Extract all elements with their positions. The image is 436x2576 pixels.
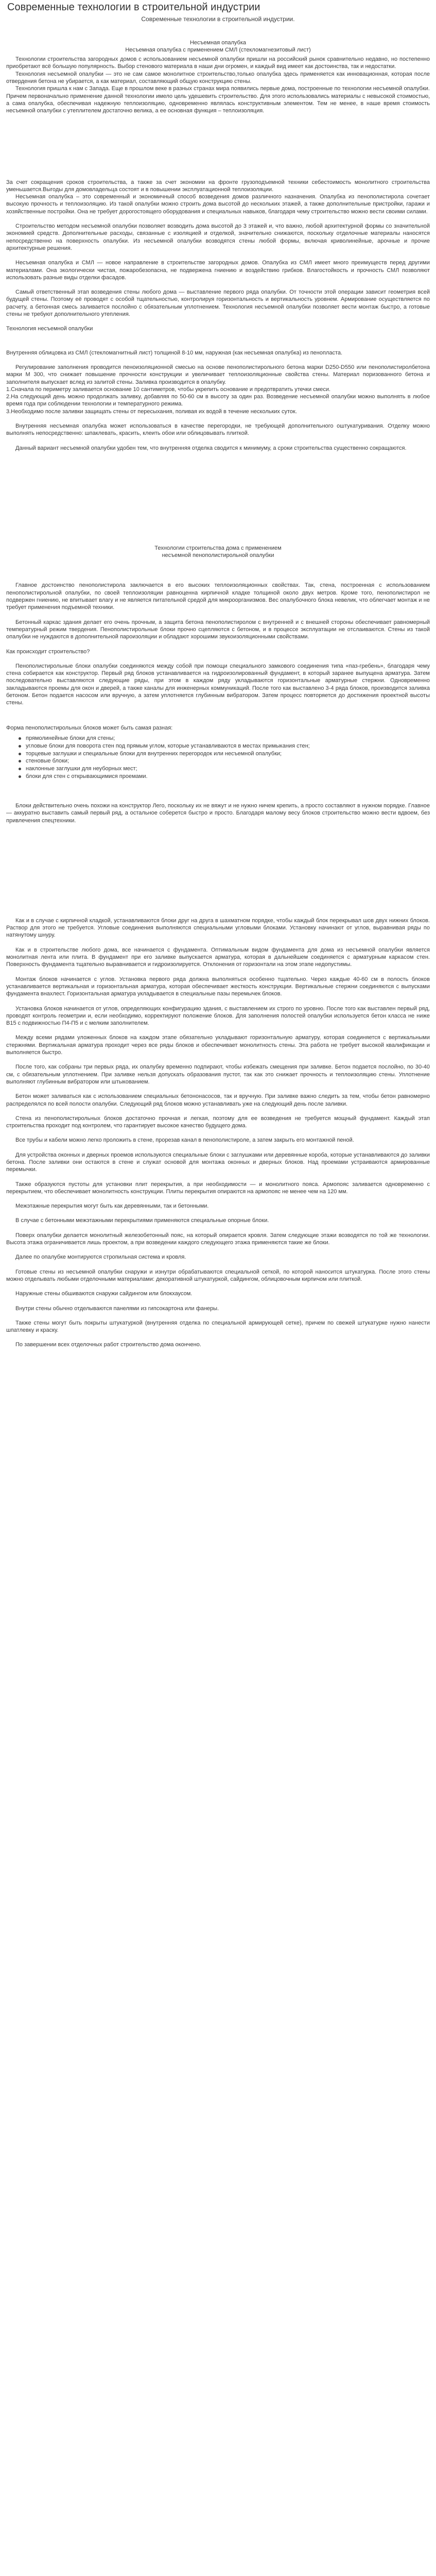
list-item: угловые блоки для поворота стен под прямым углом, которые устанавливаются в местах примыкания стен; — [19, 742, 430, 750]
spacer — [6, 871, 430, 917]
section4-paragraph-1: Главное достоинство пенополистирола заключается в его высоких теплоизоляционных свойствах. Так, стена, построенная с использованием пенополистирольной опалубки, по своей теплоизоляции равноценна кирпичной кладке толщиной около двух метров. Кроме того, пенополистирол не подвержен гниению, не впитывает влагу и не является питательной средой для микроорганизмов. Вес опалубочного блока невелик, что облегчает монтаж и не требует применения подъемной техники. — [6, 582, 430, 611]
spacer — [6, 785, 430, 802]
spacer — [6, 1261, 430, 1268]
spacer — [6, 1225, 430, 1232]
section2-paragraph-4: Несъемная опалубка и СМЛ — новое направление в строительстве загородных домов. Опалубка из СМЛ имеет много преимуществ перед другими материалами. Она экологически чистая, пожаробезопасна, не подвержена гниению и воздействию грибков. Влагостойкость и прочность СМЛ позволяют использовать разные виды отделки фасадов. — [6, 260, 430, 281]
section5-paragraph-6: После того, как собраны три первых ряда, их опалубку временно подпирают, чтобы избежать смещения при заливке. Бетон подается послойно, по 30-40 см, с обязательным уплотнением. При заливке нельзя допускать образования пустот, так как это снижает прочность и теплоизоляцию стены. Уплотнение выполняют глубинным вибратором или штыкованием. — [6, 1064, 430, 1085]
section5-paragraph-19: Также стены могут быть покрыты штукатуркой (внутренняя отделка по специальной армирующей сетке), причем по свежей штукатурке нужно нанести шпатлевку и краску. — [6, 1319, 430, 1334]
section5-paragraph-14: Поверх опалубки делается монолитный железобетонный пояс, на который опирается кровля. Затем следующие этажи возводятся по той же технологии. Высота этажа ограничивается лишь проектом, а при возведении каждого следующего этажа применяются такие же блоки. — [6, 1232, 430, 1246]
section4-paragraph-4: Пенополистирольные блоки опалубки соединяются между собой при помощи специального замкового соединения типа «паз-гребень», благодаря чему стена собирается как конструктор. Первый ряд блоков устанавливается на гидроизолированный фундамент, в который заранее выпущена арматура. Затем последовательно выставляются следующие ряды, при этом в каждом ряду укладываются горизонтальные арматурные стержни. Одновременно закладываются проемы для окон и дверей, а также каналы для инженерных коммуникаций. После того как выставлено 3-4 ряда блоков, производится заливка бетоном. Бетон подается насосом или вручную, а затем уплотняется глубинным вибратором. Затем процесс повторяется до достижения проектной высоты стены. — [6, 663, 430, 706]
section5-paragraph-20: По завершении всех отделочных работ строительство дома окончено. — [15, 1342, 201, 1348]
section5-paragraph-4: Установка блоков начинается от углов, определяющих конфигурацию здания, с выставлением их строго по уровню. После того как выставлен первый ряд, проводят контроль геометрии и, если необходимо, корректируют положение блоков. Для заполнения полостей опалубки используется бетон класса не ниже В15 с подвижностью П4-П5 и с мелким заполнителем. — [6, 1005, 430, 1027]
spacer — [6, 939, 430, 946]
spacer — [6, 969, 430, 976]
spacer — [6, 641, 430, 648]
spacer — [6, 357, 430, 364]
spacer — [6, 498, 430, 545]
page-subtitle: Современные технологии в строительной индустрии. — [141, 15, 295, 23]
list-item: блоки для стен с открывающимися проемами. — [19, 773, 430, 781]
section5-paragraph-13: В случае с бетонными межэтажными перекрытиями применяются специальные опорные блоки. — [15, 1217, 269, 1224]
section5-paragraph-2: Как и в строительстве любого дома, все начинается с фундамента. Оптимальным видом фундамента для дома из несъемной опалубки является монолитная лента или плита. В фундамент при его заливке выпускается арматура, которая в дальнейшем соединяется с арматурным каркасом стен. Поверхность фундамента тщательно выравнивается и гидроизолируется. Отклонения от горизонтали на этом этапе недопустимы. — [6, 946, 430, 968]
section3-paragraph-7: Данный вариант несъемной опалубки удобен тем, что внутренняя отделка сводится к минимуму, а сроки строительства существенно сокращаются. — [15, 445, 407, 451]
spacer — [6, 1174, 430, 1181]
section5-paragraph-9: Все трубы и кабели можно легко проложить в стене, прорезав канал в пенополистироле, а затем закрыть его монтажной пеной. — [15, 1137, 354, 1144]
spacer — [6, 342, 430, 349]
section2-paragraph-3: Строительство методом несъемной опалубки позволяет возводить дома высотой до 3 этажей и, что важно, любой архитектурной формы со значительной экономией средств. Дополнительные расходы, связанные с изоляцией и отделкой, значительно снижаются, поскольку отделочные материалы наносятся непосредственно на поверхность опалубки. Из несъемной опалубки возводятся стены любой формы, включая криволинейные, арочные и прочие архитектурные решения. — [6, 223, 430, 251]
section4-heading-line-2: несъемной пенополистирольной опалубки — [162, 552, 274, 559]
spacer — [6, 1312, 430, 1319]
intro-paragraph-1: Технологии строительства загородных домов с использованием несъемной опалубки пришли на российский рынок сравнительно недавно, но постепенно приобретают всё большую популярность. Выбор стенового материала в наши дни огромен, и каждый вид имеет как достоинства, так и недостатки. — [6, 56, 430, 70]
section5-paragraph-7: Бетон может заливаться как с использованием специальных бетононасосов, так и вручную. При заливке важно следить за тем, чтобы бетон равномерно распределялся по всей полости опалубки. Следующий ряд блоков можно устанавливать уже на следующий день после заливки. — [6, 1093, 430, 1107]
section4-list-heading: Форма пенополистирольных блоков может быть самая разная: — [6, 724, 173, 731]
spacer — [6, 998, 430, 1005]
spacer — [6, 655, 430, 663]
section4-heading-line-1: Технологии строительства дома с применением — [154, 545, 282, 551]
section5-paragraph-12: Межэтажные перекрытия могут быть как деревянными, так и бетонными. — [15, 1203, 209, 1210]
section3-step-2: 2.На следующий день можно продолжать заливку, добавляя по 50-60 см в высоту за один раз. Возведение несъемной опалубки можно выполнять в любое время года при соблюдении технологии и температурного режима. — [6, 394, 430, 408]
spacer — [6, 612, 430, 619]
intro-caption-1: Несъемная опалубка — [189, 39, 247, 46]
section5-paragraph-3: Монтаж блоков начинается с углов. Установка первого ряда должна выполняться особенно тщательно. Через каждые 40-60 см в полость блоков устанавливается вертикальная и горизонтальная арматура, которая обеспечивает жесткость конструкции. Вертикальные стержни соединяются с выпусками фундамента внахлест. Горизонтальная арматура укладывается в специальные пазы перемычек блоков. — [6, 976, 430, 997]
spacer — [6, 252, 430, 259]
section3-paragraph-1: Внутренняя облицовка из СМЛ (стекломагнитный лист) толщиной 8-10 мм, наружная (как несъемная опалубка) из пенопласта. — [6, 349, 343, 356]
section5-paragraph-17: Наружные стены обшиваются снаружи сайдингом или блокхаусом. — [15, 1291, 193, 1297]
section5-paragraph-10: Для устройства оконных и дверных проемов используются специальные блоки с заглушками или деревянные короба, которые устанавливаются до заливки бетона. После заливки они остаются в стене и служат основой для монтажа оконных и дверных блоков. Над проемами устраиваются армированные перемычки. — [6, 1151, 430, 1173]
spacer — [6, 1334, 430, 1341]
spacer — [6, 1144, 430, 1151]
section3-heading: Технология несъемной опалубки — [6, 326, 93, 332]
section5-paragraph-15: Далее по опалубке монтируются стропильная система и кровля. — [15, 1254, 186, 1261]
block-types-list — [19, 735, 430, 781]
intro-paragraph-2: Технология несъемной опалубки — это не сам самое монолитное строительство,только опалубка здесь применяется как инновационная, которая после отвердения бетона не убирается, а как материал, составляющий общую конструкцию стены. — [6, 71, 430, 85]
spacer — [6, 1108, 430, 1115]
spacer — [6, 1129, 430, 1137]
spacer — [6, 1246, 430, 1253]
section3-step-3: 3.Необходимо после заливки защищать стены от пересыхания, поливая их водой в течение нескольких суток. — [6, 408, 297, 415]
spacer — [6, 437, 430, 445]
spacer — [6, 1283, 430, 1290]
spacer — [6, 574, 430, 582]
section4-question: Как происходит строительство? — [6, 648, 90, 655]
section3-step-1: 1.Сначала по периметру заливается основание 10 сантиметров, чтобы укрепить основание и предотвратить утечки смеси. — [6, 386, 331, 393]
spacer — [6, 1195, 430, 1202]
spacer — [6, 707, 430, 724]
page-title: Современные технологии в строительной индустрии — [7, 2, 260, 13]
section2-paragraph-5: Самый ответственный этап возведения стены любого дома — выставление первого ряда опалубки. От точности этой операции зависит геометрия всей будущей стены. Поэтому её проводят с особой тщательностью, контролируя горизонтальность и вертикальность уровнем. Армирование осуществляется по расчету, а бетонная смесь заливается послойно с обязательным уплотнением. Технология несъемной опалубки позволяет вести монтаж быстро, а готовые стены не требуют дополнительного утепления. — [6, 289, 430, 318]
section4-paragraph-2: Бетонный каркас здания делает его очень прочным, а защита бетона пенополистиролом с внутренней и с внешней стороны обеспечивает равномерный температурный режим твердения. Пенополистирольные блоки прочно сцепляются с бетоном, и в процессе эксплуатации не отслаиваются. Стены из такой опалубки не нуждаются в дополнительной пароизоляции и обладают хорошими звукоизоляционными свойствами. — [6, 619, 430, 640]
spacer — [6, 1086, 430, 1093]
spacer — [6, 1027, 430, 1034]
section5-paragraph-18: Внутри стены обычно отделываются панелями из гипсокартона или фанеры. — [15, 1305, 219, 1312]
spacer — [6, 115, 430, 161]
spacer — [6, 824, 430, 871]
section2-paragraph-1: За счет сокращения сроков строительства, а также за счет экономии на фронте грузоподъемной техники себестоимость монолитного строительства уменьшается.Выгоды для домовладельца состоят и в повышении эксплуатационной теплоизоляции. — [6, 179, 430, 193]
list-item: прямолинейные блоки для стены; — [19, 735, 430, 742]
spacer — [6, 215, 430, 223]
spacer — [6, 452, 430, 498]
intro-caption-2: Несъемная опалубка с применением СМЛ (стекломагнезитовый лист) — [125, 46, 311, 53]
section5-paragraph-5: Между всеми рядами уложенных блоков на каждом этапе обязательно укладывают горизонтальную арматуру, которая соединяется с вертикальными стержнями. Вертикальная арматура проходит через все ряды блоков и обеспечивает монолитность стены. Эта работа не требует высокой квалификации и выполняется быстро. — [6, 1035, 430, 1056]
section3-paragraph-2: Регулирование заполнения проводится пеноизоляционной смесью на основе пенополистирольного бетона марки D250-D550 или пенополистиролбетона марки М 300, что снижает повышение прочности конструкции и увеличивает теплоизоляционные свойства стены. Материал поризованного бетона и заполнителя выпускает вслед из залитой стены. Заливка производится в опалубку. — [6, 364, 430, 385]
list-item: торцевые заглушки и специальные блоки для внутренних перегородок или несъемной опалубки; — [19, 750, 430, 758]
list-item: наклонные заглушки для неуборных мест; — [19, 765, 430, 773]
spacer — [6, 1210, 430, 1217]
intro-paragraph-3: Технология пришла к нам с Запада. Еще в прошлом веке в разных странах мира появились первые дома, построенные по технологии несъемной опалубки. Причем первоначально применение данной технологии имело цель удешевить строительство. Для этого использовались материалы с невысокой стоимостью, а сама опалубка, обеспечивая надежную теплоизоляцию, одновременно являлась конструктивным элементом. Тем не менее, в наше время стоимость несъемной опалубки с утеплителем достаточно велика, а ее основная функция – теплоизоляция. — [6, 86, 430, 114]
spacer — [6, 281, 430, 289]
section2-paragraph-2: Несъемная опалубка – это современный и экономичный способ возведения домов различного назначения. Опалубка из пенополистирола сочетает высокую прочность и теплоизоляцию. Из такой опалубки можно строить дома высотой до нескольких этажей, а также дополнительные пристройки, гаражи и хозяйственные постройки. Она не требует дорогостоящего оборудования и специальных навыков, благодаря чему строительство можно вести своими силами. — [6, 194, 430, 215]
section4-paragraph-5: Блоки действительно очень похожи на конструктор Лего, поскольку их не вяжут и не нужно ничем крепить, а просто составляют в нужном порядке. Главное — аккуратно выставить самый первый ряд, а остальное соберется быстро и просто. Благодаря малому весу блоков строительство можно вести вдвоем, без привлечения спецтехники. — [6, 802, 430, 824]
section5-paragraph-1: Как и в случае с кирпичной кладкой, устанавливаются блоки друг на друга в шахматном порядке, чтобы каждый блок перекрывал шов двух нижних блоков. Раствор для этого не требуется. Угловые соединения выполняются специальными угловыми блоками. Установку начинают от углов, выравнивая ряды по натянутому шнуру. — [6, 917, 430, 939]
spacer — [6, 1056, 430, 1063]
section5-paragraph-11: Также образуются пустоты для установки плит перекрытия, а при необходимости — и монолитного пояса. Армопояс заливается одновременно с перекрытием, что обеспечивает монолитность конструкции. Плиты перекрытия опираются на армопояс не менее чем на 120 мм. — [6, 1181, 430, 1195]
spacer — [6, 161, 430, 179]
section3-paragraph-6: Внутренняя несъемная опалубка может использоваться в качестве перегородки, не требующей дополнительного оштукатуривания. Отделку можно выполнять непосредственно: шпаклевать, красить, клеить обои или облицовывать плиткой. — [6, 422, 430, 437]
section5-paragraph-8: Стена из пенополистирольных блоков достаточно прочная и легкая, поэтому для ее возведения не требуется мощный фундамент. Каждый этап строительства проходит под контролем, что гарантирует высокое качество будущего дома. — [6, 1115, 430, 1129]
spacer — [6, 415, 430, 422]
list-item: стеновые блоки; — [19, 757, 430, 765]
spacer — [6, 1298, 430, 1305]
section5-paragraph-16: Готовые стены из несъемной опалубки снаружи и изнутри обрабатываются специальной сеткой, по которой наносится штукатурка. После этого стены можно отделывать любыми отделочными материалами: декоративной штукатуркой, сайдингом, облицовочным кирпичом или плиткой. — [6, 1268, 430, 1282]
